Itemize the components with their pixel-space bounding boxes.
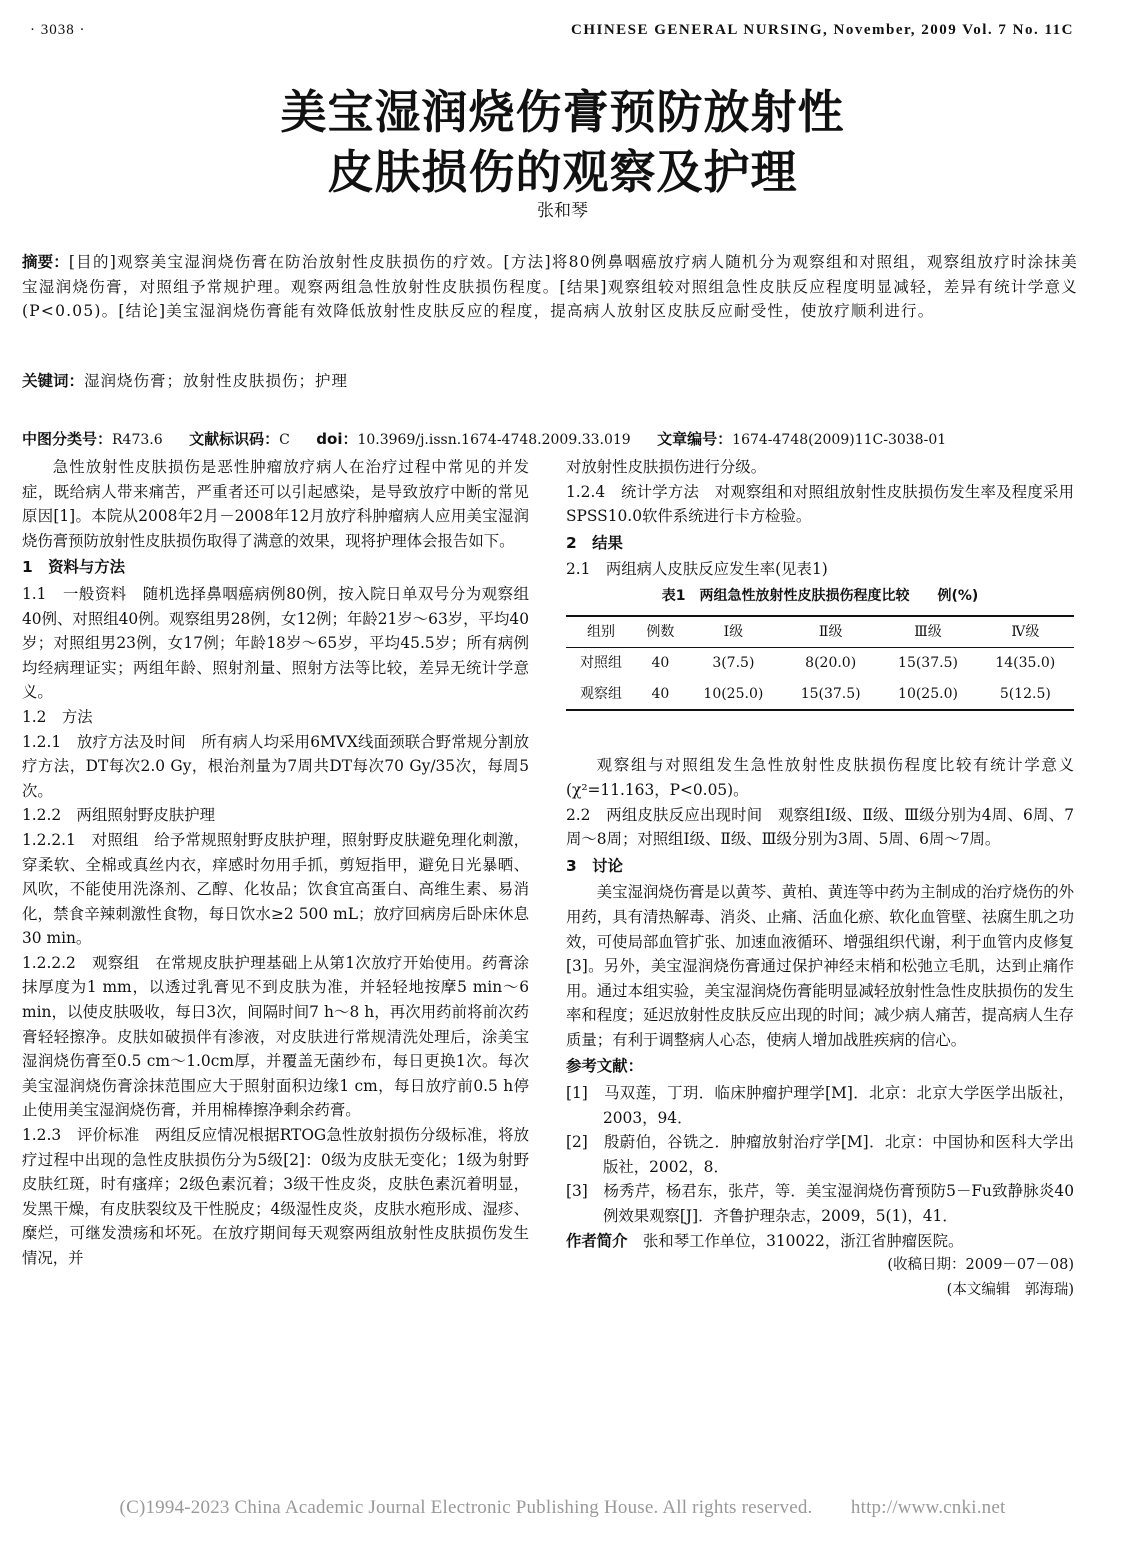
- table-cell: 40: [651, 655, 670, 672]
- article-number-label: 文章编号：: [657, 430, 733, 448]
- table-header-cell: 例数: [646, 623, 675, 640]
- doi-label: doi：: [316, 430, 358, 448]
- title-line-1: 美宝湿润烧伤膏预防放射性: [280, 85, 845, 139]
- intro-paragraph: 急性放射性皮肤损伤是恶性肿瘤放疗病人在治疗过程中常见的并发症，既给病人带来痛苦，严重者还可以引起感染，是导致放疗中断的常见原因[1]。本院从2008年2月－2008年12月放疗科肿瘤病人应用美宝湿润烧伤膏预防放射性皮肤损伤取得了满意的效果，现将护理体会报告如下。: [22, 458, 529, 550]
- table-cell: 40: [651, 685, 670, 702]
- keywords: [22, 369, 1078, 391]
- classification-line: [22, 428, 1082, 449]
- journal-name: CHINESE GENERAL NURSING, November, 2009 Vol. 7 No. 11C: [570, 22, 1074, 38]
- abstract: [22, 250, 1078, 324]
- reference-item: [1] 马双莲，丁玥．临床肿瘤护理学[M]．北京：北京大学医学出版社，2003，94．: [566, 1084, 1074, 1127]
- table-header-cell: Ⅰ级: [723, 623, 744, 640]
- table-row: [566, 679, 1074, 711]
- doc-code-label: 文献标识码：: [189, 430, 280, 448]
- title-line-2: 皮肤损伤的观察及护理: [327, 145, 798, 199]
- section-1-2-2: 1.2.2 两组照射野皮肤护理: [22, 806, 216, 825]
- table-header-row: [566, 616, 1074, 648]
- page-number: · 3038 ·: [30, 22, 86, 38]
- references-title: 参考文献：: [566, 1057, 643, 1076]
- table-header-cell: Ⅱ级: [818, 623, 843, 640]
- table-cell: 3(7.5): [712, 655, 755, 672]
- table-header-cell: Ⅲ级: [914, 623, 942, 640]
- abstract-text: [目的]观察美宝湿润烧伤膏在防治放射性皮肤损伤的疗效。[方法]将80例鼻咽癌放疗病人随机分为观察组和对照组，观察组放疗时涂抹美宝湿润烧伤膏，对照组予常规护理。观察两组急性放射性皮肤损伤程度。[结果]观察组较对照组急性皮肤反应程度明显减轻，差异有统计学意义(P<0.05)。[结论]美宝湿润烧伤膏能有效降低放射性皮肤反应的程度，提高病人放射区皮肤反应耐受性，使放疗顺利进行。: [22, 253, 1078, 320]
- continued-paragraph: 对放射性皮肤损伤进行分级。: [566, 458, 767, 476]
- table-cell: 14(35.0): [995, 655, 1056, 672]
- table-cell: 观察组: [580, 685, 622, 702]
- abstract-label: 摘要：: [22, 253, 69, 271]
- section-1-2-2-2: 1.2.2.2 观察组 在常规皮肤护理基础上从第1次放疗开始使用。药膏涂抹厚度为1 mm，以透过乳膏见不到皮肤为准，并轻轻地按摩5 min～6 min，以使皮肤吸收，每日3次，间隔时间7 h～8 h，再次用药前将前次药膏轻轻擦净。皮肤如破损伴有渗液，对皮肤进行常规清洗处理后，涂美宝湿润烧伤膏至0.5 cm～1.0cm厚，并覆盖无菌纱布，每日更换1次。每次美宝湿润烧伤膏涂抹范围应大于照射面积边缘1 cm，每日放疗前0.5 h停止使用美宝湿润烧伤膏，并用棉棒擦净剩余药膏。: [22, 953, 529, 1120]
- received-date: (收稿日期：2009－07－08): [887, 1257, 1074, 1274]
- after-table-paragraph: 观察组与对照组发生急性放射性皮肤损伤程度比较有统计学意义(χ²=11.163，P<0.05)。: [566, 756, 1074, 799]
- section-1-2: 1.2 方法: [22, 707, 93, 726]
- right-column: [566, 455, 1074, 1302]
- section-1-2-3: 1.2.3 评价标准 两组反应情况根据RTOG急性放射损伤分级标准，将放疗过程中出现的急性皮肤损伤分为5级[2]：0级为皮肤无变化；1级为射野皮肤红斑，时有瘙痒；2级色素沉着；3级干性皮炎，皮肤色素沉着明显，发黑干燥，有皮肤裂纹及干性脱皮；4级湿性皮炎，皮肤水疱形成、湿疹、糜烂，可继发溃疡和坏死。在放疗期间每天观察两组放射性皮肤损伤发生情况，并: [22, 1126, 529, 1267]
- article-number-value: 1674-4748(2009)11C-3038-01: [732, 432, 947, 448]
- section-1-2-4: 1.2.4 统计学方法 对观察组和对照组放射性皮肤损伤发生率及程度采用SPSS10.0软件系统进行卡方检验。: [566, 482, 1074, 526]
- running-header: [30, 22, 1074, 44]
- table-cell: 15(37.5): [800, 685, 861, 702]
- table-cell: 10(25.0): [898, 685, 958, 702]
- doi-value: 10.3969/j.issn.1674-4748.2009.33.019: [357, 432, 631, 448]
- table-cell: 8(20.0): [805, 655, 857, 672]
- section-heading-3: 3 讨论: [566, 856, 623, 875]
- section-2-2: 2.2 两组皮肤反应出现时间 观察组Ⅰ级、Ⅱ级、Ⅲ级分别为4周、6周、7周～8周；对照组Ⅰ级、Ⅱ级、Ⅲ级分别为3周、5周、6周～7周。: [566, 805, 1074, 849]
- table-header-cell: 组别: [587, 623, 615, 640]
- table-cell: 10(25.0): [703, 685, 764, 702]
- reference-item: [2] 殷蔚伯，谷铣之．肿瘤放射治疗学[M]．北京：中国协和医科大学出版社，2002，8．: [566, 1133, 1074, 1176]
- article-title: [0, 82, 1125, 202]
- editor-note: (本文编辑 郭海瑞): [946, 1281, 1074, 1298]
- table-cell: 15(37.5): [898, 655, 958, 672]
- author: 张和琴: [537, 201, 588, 221]
- table-header-cell: Ⅳ级: [1011, 623, 1040, 640]
- clc-label: 中图分类号：: [22, 430, 113, 448]
- reference-item: [3] 杨秀芹，杨君东，张芹，等．美宝湿润烧伤膏预防5－Fu致静脉炎40例效果观察[J]．齐鲁护理杂志，2009，5(1)，41．: [566, 1182, 1074, 1226]
- discussion-paragraph: 美宝湿润烧伤膏是以黄芩、黄柏、黄连等中药为主制成的治疗烧伤的外用药，具有清热解毒、消炎、止痛、活血化瘀、软化血管壁、祛腐生肌之功效，可使局部血管扩张、加速血液循环、增强组织代谢，利于血管内皮修复[3]。另外，美宝湿润烧伤膏通过保护神经末梢和松弛立毛肌，达到止痛作用。通过本组实验，美宝湿润烧伤膏能明显减轻放射性急性皮肤损伤的发生率和程度；延迟放射性皮肤反应出现的时间；减少病人痛苦，提高病人生存质量；有利于调整病人心态，使病人增加战胜疾病的信心。: [566, 883, 1074, 1049]
- clc-value: R473.6: [112, 432, 163, 448]
- references-list: [566, 1081, 1074, 1229]
- table-cell: 5(12.5): [999, 685, 1051, 702]
- section-1-2-2-1: 1.2.2.1 对照组 给予常规照射野皮肤护理，照射野皮肤避免理化刺激，穿柔软、全棉或真丝内衣，痒感时勿用手抓，剪短指甲，避免日光暴晒、风吹，不能使用洗涤剂、乙醇、化妆品；饮食宜高蛋白、高维生素、易消化，禁食辛辣刺激性食物，每日饮水≥2 500 mL；放疗回病房后卧床休息30 min。: [22, 830, 529, 948]
- doc-code-value: C: [279, 432, 290, 448]
- author-bio-text: 张和琴工作单位，310022，浙江省肿瘤医院。: [627, 1231, 964, 1250]
- keywords-label: 关键词：: [22, 372, 85, 390]
- section-1-1: 1.1 一般资料 随机选择鼻咽癌病例80例，按入院日单双号分为观察组40例、对照组40例。观察组男28例，女12例；年龄21岁～63岁，平均40岁；对照组男23例，女17例；年龄18岁～65岁，平均45.5岁；所有病例均经病理证实；两组年龄、照射剂量、照射方法等比较，差异无统计学意义。: [22, 584, 529, 702]
- table-cell: 对照组: [580, 655, 622, 672]
- section-2-1: 2.1 两组病人皮肤反应发生率(见表1): [566, 560, 828, 579]
- section-heading-1: 1 资料与方法: [22, 558, 126, 577]
- keywords-text: 湿润烧伤膏；放射性皮肤损伤；护理: [84, 372, 349, 390]
- left-column: [22, 455, 529, 1271]
- section-1-2-1: 1.2.1 放疗方法及时间 所有病人均采用6MVX线面颈联合野常规分割放疗方法，DT每次2.0 Gy，根治剂量为7周共DT每次70 Gy/35次，每周5次。: [22, 732, 529, 800]
- table-caption: 表1 两组急性放射性皮肤损伤程度比较 例(%): [661, 587, 979, 604]
- author-bio-label: 作者简介: [566, 1231, 628, 1250]
- author-bio: [566, 1229, 1074, 1254]
- section-heading-2: 2 结果: [566, 533, 623, 552]
- table-row: [566, 648, 1074, 679]
- results-table: [566, 615, 1074, 712]
- copyright-footer: (C)1994-2023 China Academic Journal Electronic Publishing House. All rights reserved. http://www.cnki.net: [119, 1497, 1006, 1518]
